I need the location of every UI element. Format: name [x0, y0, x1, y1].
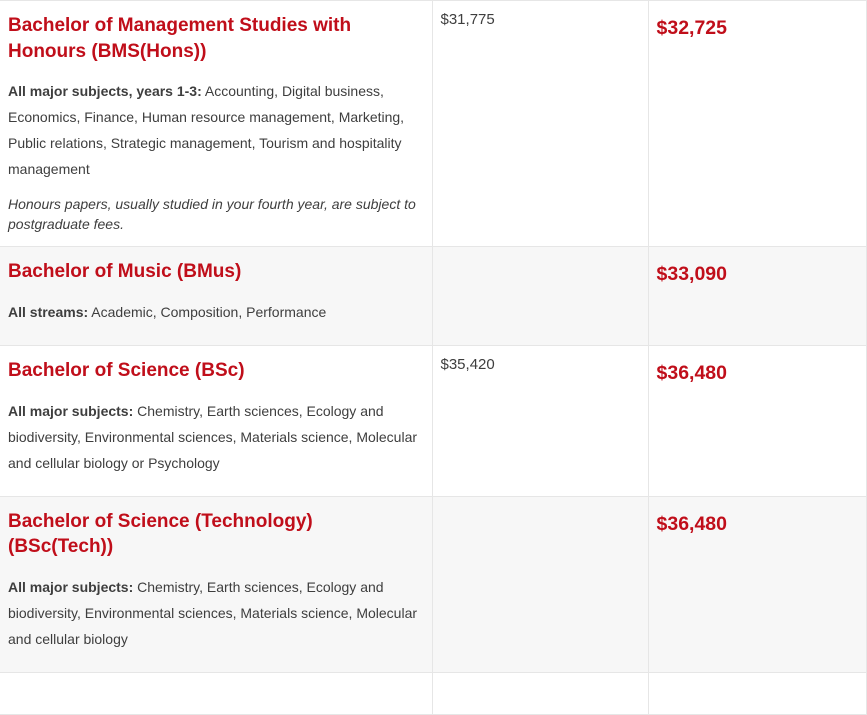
- fee-secondary-cell: [432, 496, 648, 672]
- partial-next-row-programme-cell: [0, 672, 432, 714]
- subjects-paragraph: [8, 78, 422, 182]
- programme-title: Bachelor of Management Studies with Honours (BMS(Hons)): [8, 15, 352, 62]
- partial-next-row-fee-primary-cell: [648, 672, 866, 714]
- fee-primary-amount: $36,480: [656, 361, 727, 384]
- subjects-label: All major subjects:: [8, 402, 134, 419]
- fee-secondary-cell: [432, 345, 648, 496]
- programme-title: Bachelor of Science (Technology) (BSc(Tech)): [8, 510, 313, 558]
- subjects-list: Accounting, Digital business, Economics, Finance, Human resource management, Marketing, Public relations, Strategic management, Tourism and hospitality management: [8, 83, 405, 178]
- fee-primary-cell: [648, 1, 866, 247]
- fee-primary-cell: [648, 496, 866, 672]
- fee-primary-amount: $36,480: [656, 512, 727, 535]
- partial-next-row: [0, 672, 866, 714]
- subjects-label: All streams:: [8, 303, 89, 320]
- fee-secondary-amount: $35,420: [440, 355, 495, 373]
- subjects-paragraph: [8, 574, 422, 652]
- table-row: [0, 247, 866, 346]
- subjects-label: All major subjects, years 1-3:: [8, 83, 202, 100]
- partial-next-row-fee-secondary-cell: [432, 672, 648, 714]
- subjects-list: Chemistry, Earth sciences, Ecology and biodiversity, Environmental sciences, Materials science, Molecular and cellular biology: [8, 578, 418, 647]
- fee-primary-amount: $32,725: [656, 17, 727, 39]
- programme-cell: [0, 1, 432, 247]
- fee-secondary-cell: [432, 247, 648, 346]
- programme-title: Bachelor of Music (BMus): [8, 261, 242, 283]
- programme-cell: [0, 345, 432, 496]
- honours-note: Honours papers, usually studied in your fourth year, are subject to postgraduate fees.: [8, 196, 416, 233]
- subjects-list: Chemistry, Earth sciences, Ecology and biodiversity, Environmental sciences, Materials science, Molecular and cellular biology or Psychology: [8, 402, 418, 471]
- subjects-list: Academic, Composition, Performance: [91, 303, 327, 320]
- fee-secondary-amount: $31,775: [440, 11, 495, 28]
- programme-title: Bachelor of Science (BSc): [8, 359, 245, 381]
- table-row: [0, 345, 866, 496]
- subjects-label: All major subjects:: [8, 578, 134, 595]
- table-row: [0, 496, 866, 672]
- fee-primary-cell: [648, 247, 866, 346]
- subjects-paragraph: [8, 299, 422, 325]
- programme-cell: [0, 496, 432, 672]
- subjects-paragraph: [8, 398, 422, 476]
- programme-cell: [0, 247, 432, 346]
- fee-primary-cell: [648, 345, 866, 496]
- fee-primary-amount: $33,090: [656, 263, 727, 286]
- fee-secondary-cell: [432, 1, 648, 247]
- table-row: [0, 1, 866, 247]
